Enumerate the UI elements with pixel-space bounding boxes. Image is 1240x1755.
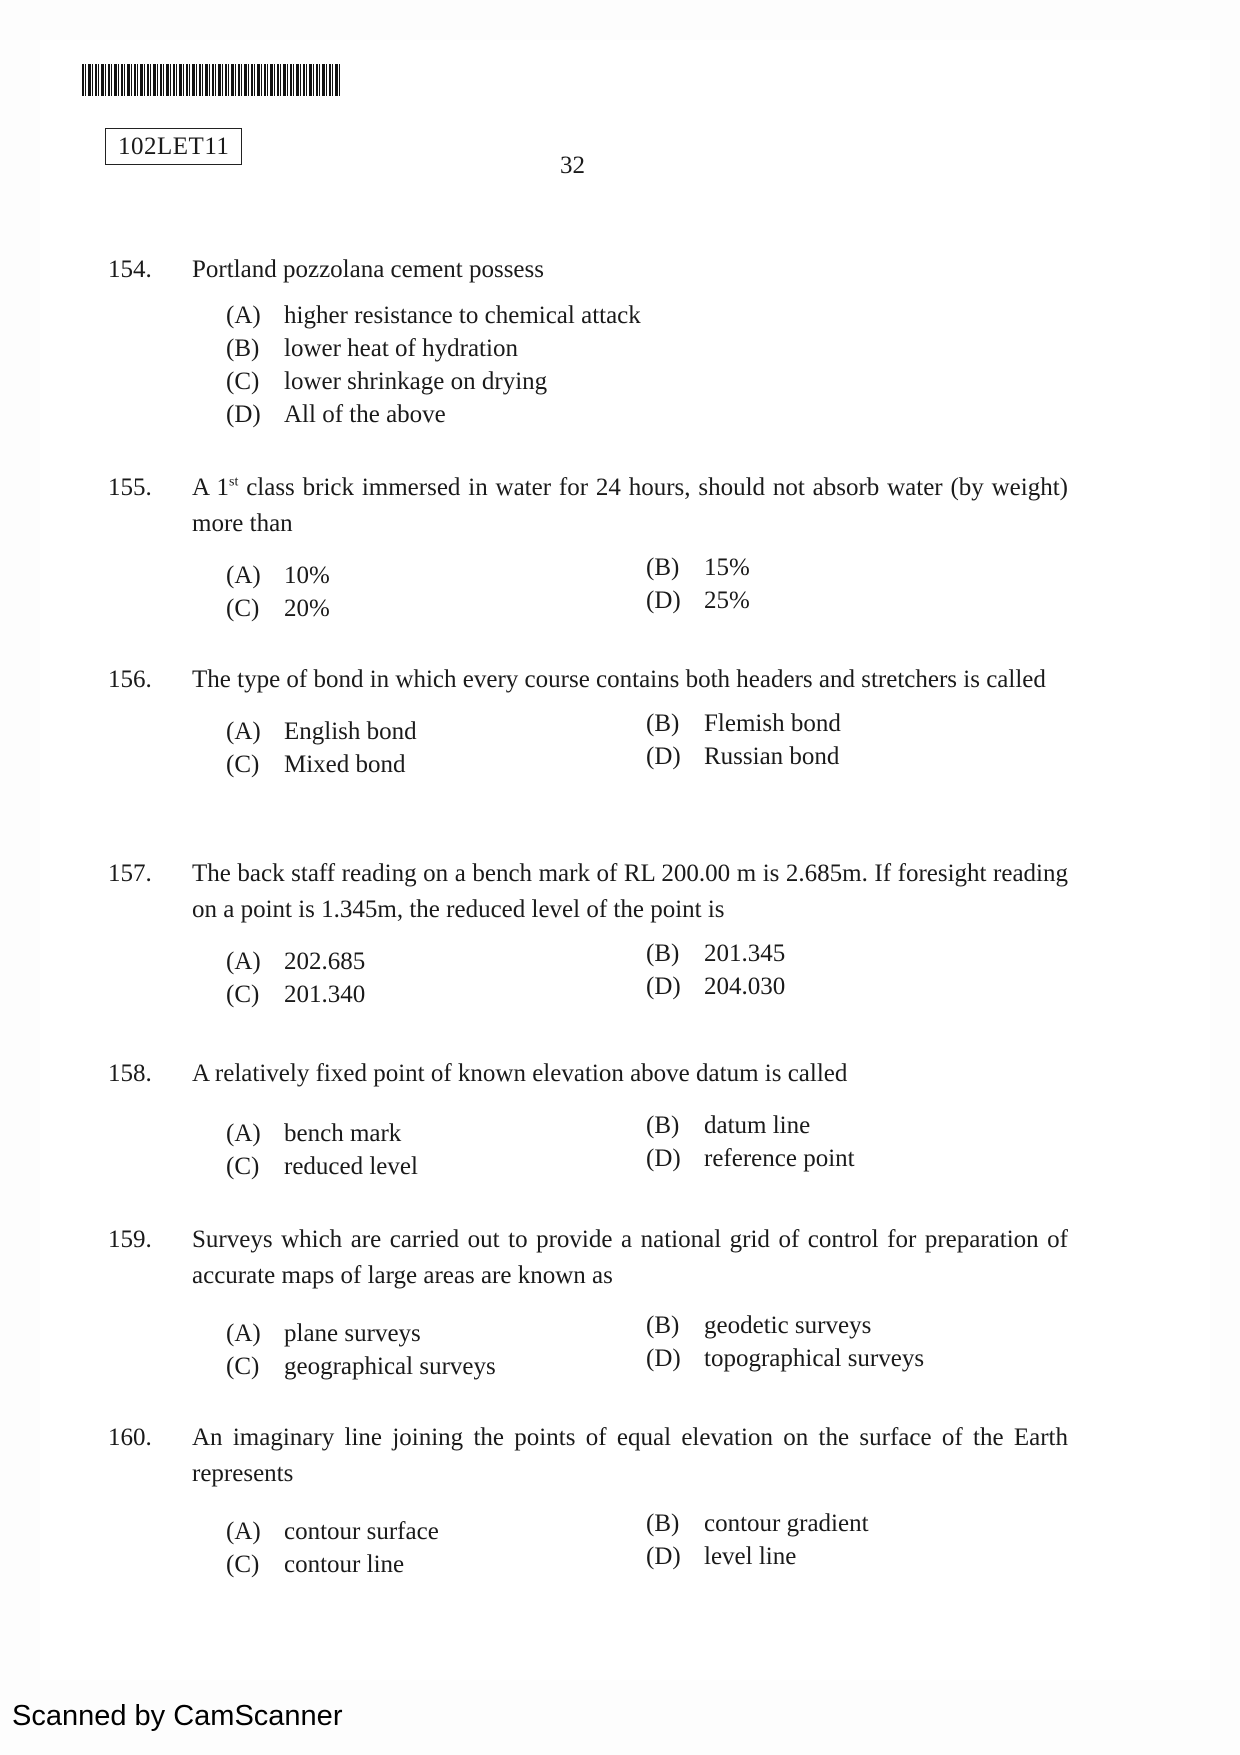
- question-stem: An imaginary line joining the points of equal elevation on the surface of the Earth represents: [192, 1424, 1068, 1487]
- option-c: [226, 1349, 496, 1383]
- paper-code: 102LET11: [105, 128, 242, 165]
- option-text: higher resistance to chemical attack: [284, 302, 641, 329]
- barcode: [82, 64, 340, 96]
- option-label: (D): [226, 401, 261, 428]
- option-label: (B): [646, 1312, 680, 1339]
- question-number: 159.: [108, 1226, 152, 1253]
- option-text: bench mark: [284, 1120, 402, 1147]
- option-a: [226, 714, 417, 748]
- option-label: (B): [646, 710, 680, 737]
- stem-prefix: A 1: [192, 474, 230, 501]
- question-159: [108, 1222, 1068, 1386]
- option-a: [226, 1316, 421, 1350]
- option-c: [226, 1149, 418, 1183]
- option-text: contour line: [284, 1551, 405, 1578]
- option-text: geographical surveys: [284, 1353, 496, 1380]
- option-b: [646, 706, 841, 740]
- page-number: 32: [560, 152, 585, 179]
- option-label: (D): [646, 1345, 681, 1372]
- option-grid: [226, 1312, 1068, 1386]
- question-154: [108, 252, 1068, 430]
- option-b: [646, 550, 750, 584]
- option-text: level line: [704, 1543, 797, 1570]
- question-number: 160.: [108, 1424, 152, 1451]
- option-a: [226, 298, 1068, 331]
- option-label: (C): [226, 1551, 260, 1578]
- question-stem: The type of bond in which every course contains both headers and stretchers is called: [192, 666, 1046, 693]
- option-text: Mixed bond: [284, 751, 406, 778]
- option-d: [646, 1341, 924, 1375]
- question-stem: Portland pozzolana cement possess: [192, 256, 544, 283]
- option-c: [226, 747, 406, 781]
- option-list: [226, 298, 1068, 430]
- option-label: (B): [646, 554, 680, 581]
- question-156: [108, 662, 1068, 784]
- option-c: [226, 977, 365, 1011]
- option-label: (B): [646, 1112, 680, 1139]
- option-label: (D): [646, 743, 681, 770]
- option-a: [226, 944, 365, 978]
- option-text: 10%: [284, 562, 330, 589]
- question-stem: The back staff reading on a bench mark of RL 200.00 m is 2.685m. If foresight reading on a point is 1.345m, the reduced level of the point is: [192, 860, 1068, 923]
- question-number: 157.: [108, 860, 152, 887]
- option-label: (B): [226, 335, 260, 362]
- question-number: 154.: [108, 256, 152, 283]
- option-grid: [226, 1510, 1068, 1584]
- option-b: [226, 331, 1068, 364]
- option-text: contour surface: [284, 1518, 439, 1545]
- question-155: [108, 470, 1068, 628]
- option-label: (C): [226, 751, 260, 778]
- option-d: [646, 969, 785, 1003]
- option-d: [646, 1141, 855, 1175]
- option-text: 204.030: [704, 973, 786, 1000]
- option-text: geodetic surveys: [704, 1312, 872, 1339]
- option-label: (D): [646, 1145, 681, 1172]
- option-label: (B): [646, 1510, 680, 1537]
- option-text: 202.685: [284, 948, 366, 975]
- question-stem: Surveys which are carried out to provide a national grid of control for preparation of accurate maps of large areas are known as: [192, 1226, 1068, 1289]
- option-text: plane surveys: [284, 1320, 421, 1347]
- option-grid: [226, 1112, 1068, 1186]
- stem-suffix: class brick immersed in water for 24 hours, should not absorb water (by weight) more than: [192, 474, 1068, 537]
- option-text: reduced level: [284, 1153, 418, 1180]
- option-a: [226, 558, 330, 592]
- option-label: (D): [646, 973, 681, 1000]
- question-158: [108, 1056, 1068, 1186]
- option-b: [646, 936, 785, 970]
- question-number: 158.: [108, 1060, 152, 1087]
- option-label: (C): [226, 1153, 260, 1180]
- question-stem: A relatively fixed point of known elevation above datum is called: [192, 1060, 848, 1087]
- option-d: [226, 397, 1068, 430]
- option-text: datum line: [704, 1112, 811, 1139]
- option-text: reference point: [704, 1145, 855, 1172]
- option-d: [646, 739, 839, 773]
- option-label: (C): [226, 981, 260, 1008]
- option-b: [646, 1506, 869, 1540]
- option-d: [646, 1539, 796, 1573]
- option-text: lower heat of hydration: [284, 335, 518, 362]
- option-text: 201.345: [704, 940, 786, 967]
- option-text: 20%: [284, 595, 330, 622]
- option-text: contour gradient: [704, 1510, 869, 1537]
- option-label: (A): [226, 302, 261, 329]
- option-label: (A): [226, 1518, 261, 1545]
- option-text: Flemish bond: [704, 710, 841, 737]
- option-label: (D): [646, 587, 681, 614]
- question-number: 155.: [108, 474, 152, 501]
- option-c: [226, 591, 330, 625]
- option-label: (A): [226, 1120, 261, 1147]
- option-text: 201.340: [284, 981, 366, 1008]
- scanner-watermark: Scanned by CamScanner: [12, 1700, 343, 1732]
- question-stem: [192, 470, 1068, 542]
- option-label: (A): [226, 1320, 261, 1347]
- option-grid: [226, 710, 1068, 784]
- option-text: topographical surveys: [704, 1345, 925, 1372]
- option-d: [646, 583, 750, 617]
- option-label: (C): [226, 595, 260, 622]
- option-text: All of the above: [284, 401, 446, 428]
- option-label: (B): [646, 940, 680, 967]
- option-label: (C): [226, 368, 260, 395]
- option-a: [226, 1116, 401, 1150]
- option-label: (A): [226, 718, 261, 745]
- question-number: 156.: [108, 666, 152, 693]
- option-label: (C): [226, 1353, 260, 1380]
- option-c: [226, 364, 1068, 397]
- stem-superscript: st: [229, 474, 239, 490]
- option-text: 15%: [704, 554, 750, 581]
- option-c: [226, 1547, 404, 1581]
- option-text: 25%: [704, 587, 750, 614]
- option-label: (A): [226, 562, 261, 589]
- option-label: (D): [646, 1543, 681, 1570]
- option-label: (A): [226, 948, 261, 975]
- option-grid: [226, 554, 1068, 628]
- option-text: lower shrinkage on drying: [284, 368, 548, 395]
- question-160: [108, 1420, 1068, 1584]
- question-157: [108, 856, 1068, 1014]
- option-a: [226, 1514, 439, 1548]
- option-grid: [226, 940, 1068, 1014]
- option-text: English bond: [284, 718, 417, 745]
- option-text: Russian bond: [704, 743, 840, 770]
- option-b: [646, 1308, 871, 1342]
- option-b: [646, 1108, 810, 1142]
